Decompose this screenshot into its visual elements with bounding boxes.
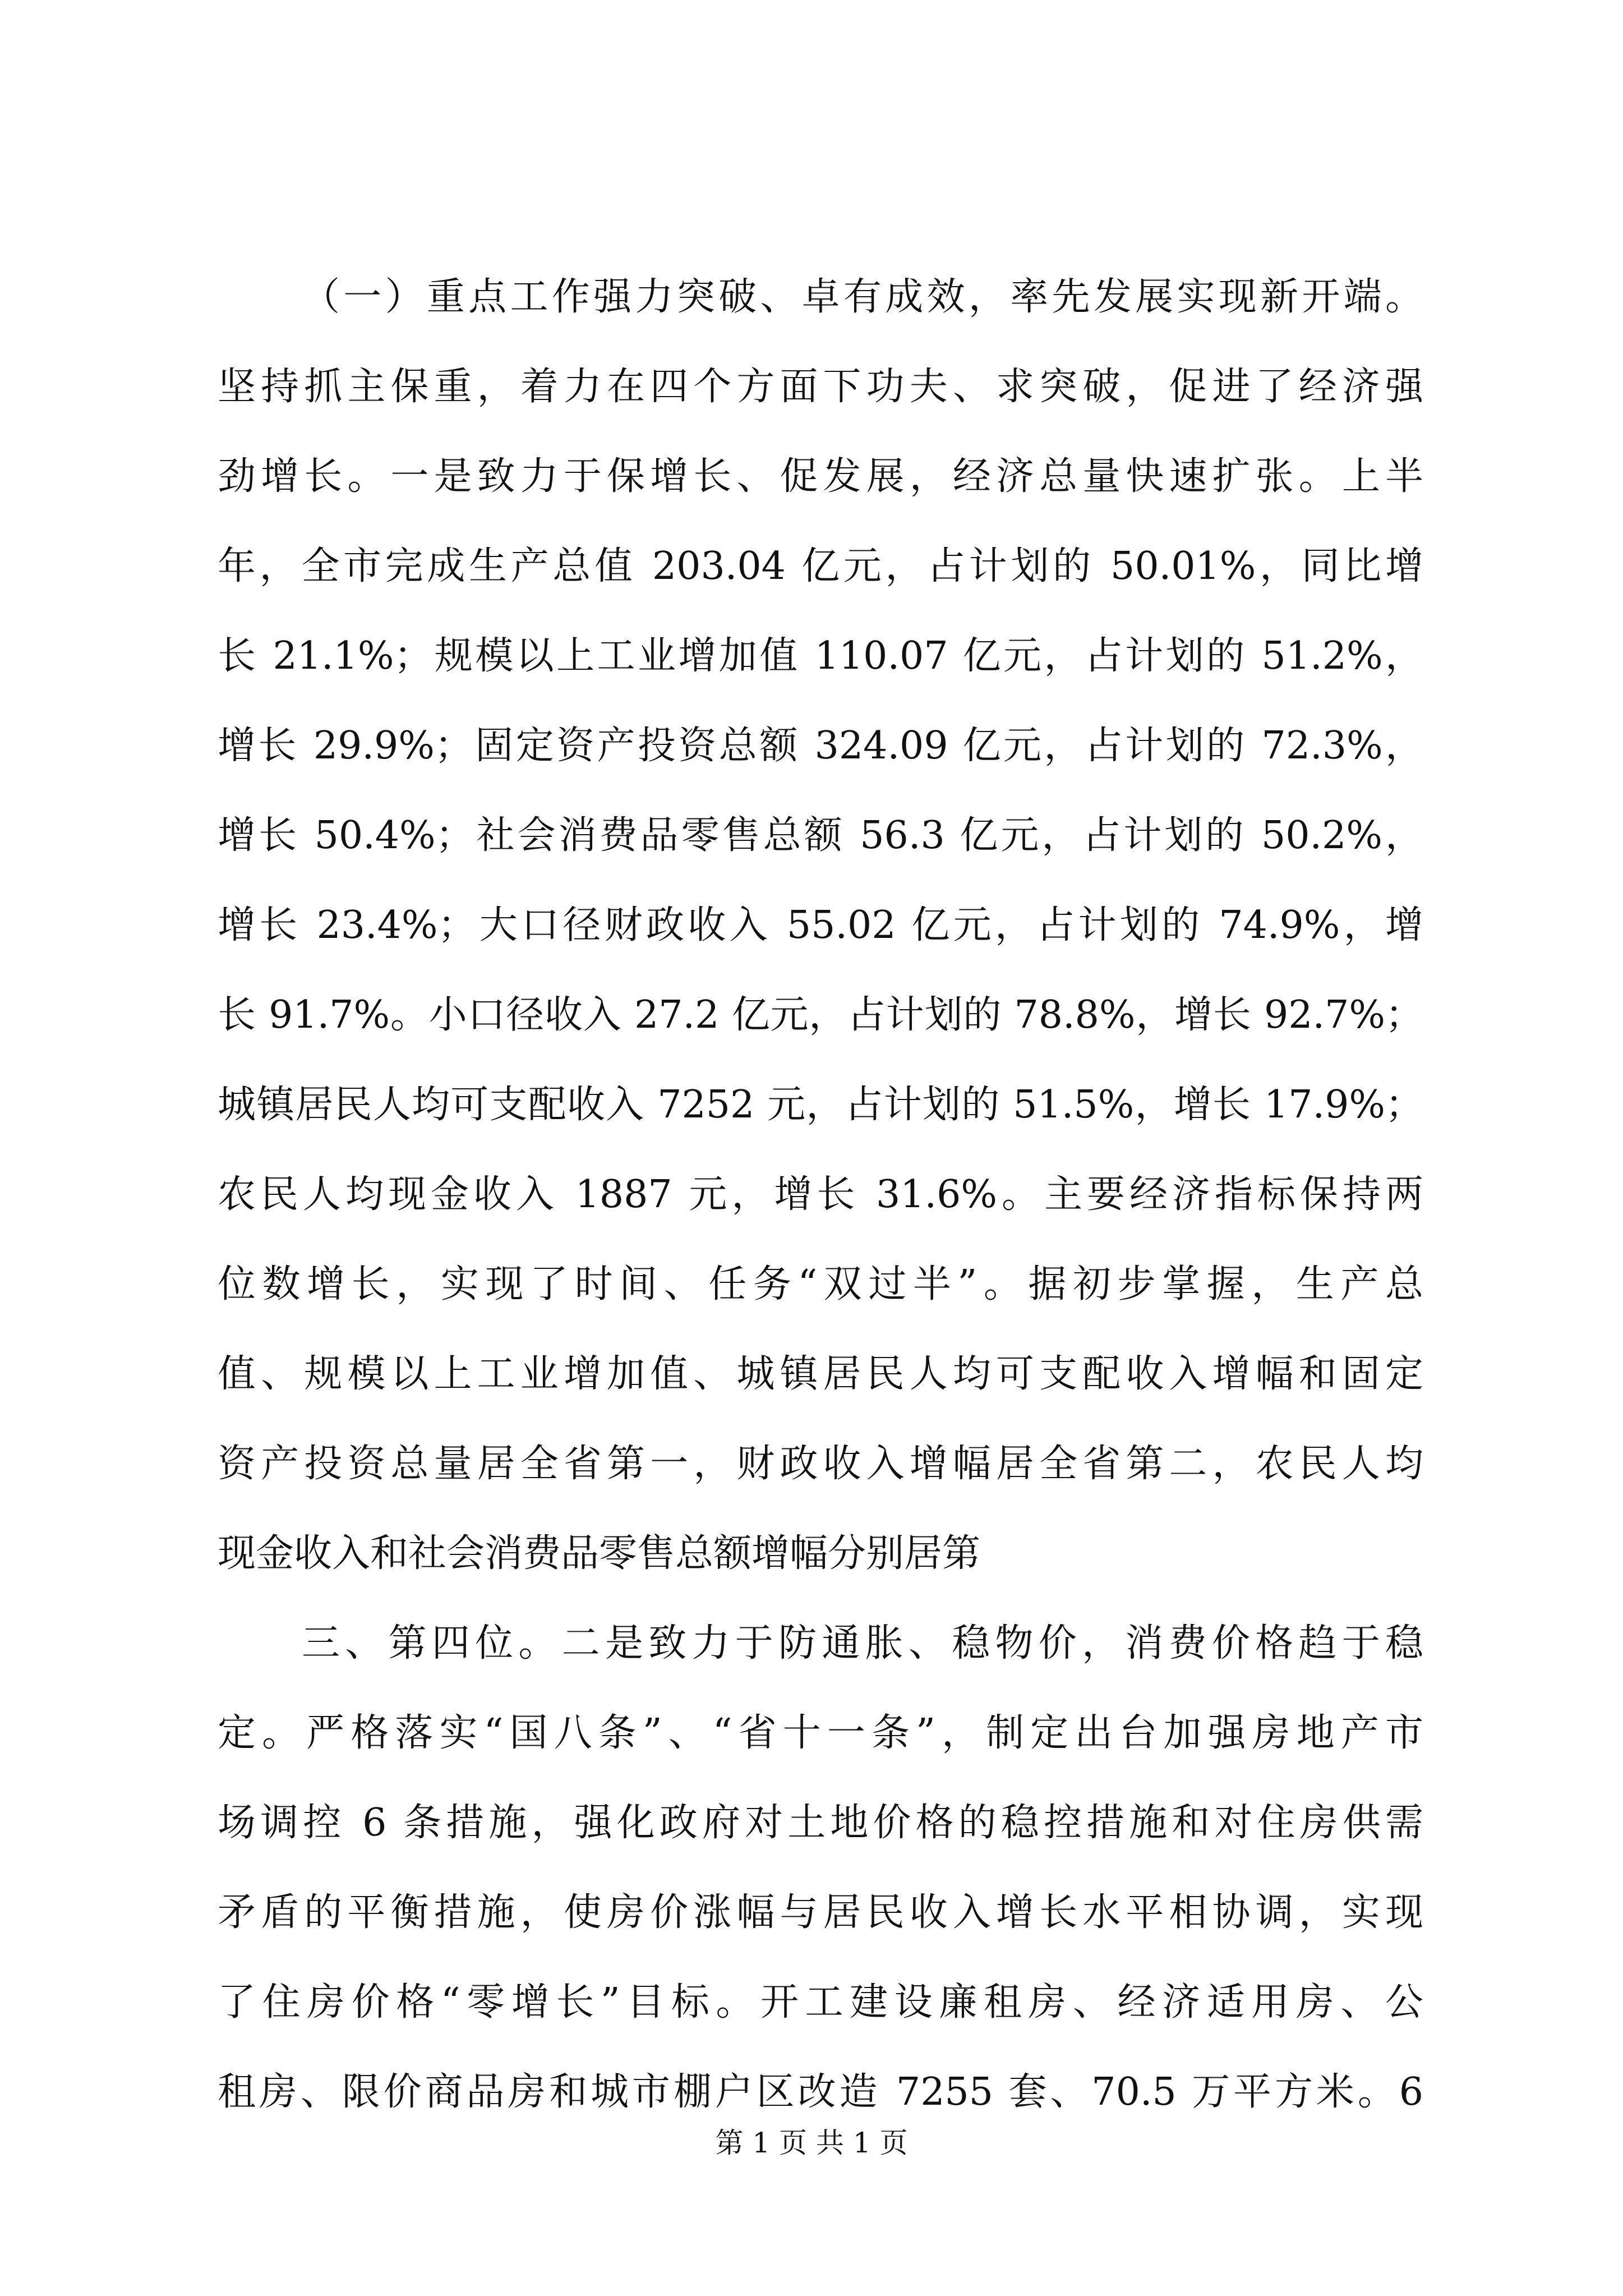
- text-line: 矛盾的平衡措施，使房价涨幅与居民收入增长水平相协调，实现: [218, 1890, 1423, 1935]
- text-line: 租房、限价商品房和城市棚户区改造 7255 套、70.5 万平方米。6: [218, 2070, 1423, 2114]
- text-line: 资产投资总量居全省第一，财政收入增幅居全省第二，农民人均: [218, 1442, 1423, 1486]
- text-line: 增长 50.4%；社会消费品零售总额 56.3 亿元，占计划的 50.2%，: [218, 813, 1423, 858]
- page-footer: 第 1 页 共 1 页: [715, 2127, 908, 2159]
- text-line: 现金收入和社会消费品零售总额增幅分别居第: [218, 1531, 981, 1576]
- text-line: 了住房价格“零增长”目标。开工建设廉租房、经济适用房、公: [218, 1980, 1423, 2024]
- text-line: 年，全市完成生产总值 203.04 亿元，占计划的 50.01%，同比增: [218, 544, 1423, 588]
- text-line: 长 21.1%；规模以上工业增加值 110.07 亿元，占计划的 51.2%，: [218, 634, 1423, 678]
- text-line: 城镇居民人均可支配收入 7252 元，占计划的 51.5%，增长 17.9%；: [218, 1083, 1423, 1127]
- text-line: 三、第四位。二是致力于防通胀、稳物价，消费价格趋于稳: [302, 1621, 1423, 1665]
- text-line: 坚持抓主保重，着力在四个方面下功夫、求突破，促进了经济强: [218, 365, 1423, 409]
- text-line: 增长 29.9%；固定资产投资总额 324.09 亿元，占计划的 72.3%，: [218, 724, 1423, 768]
- text-line: 场调控 6 条措施，强化政府对土地价格的稳控措施和对住房供需: [218, 1801, 1423, 1845]
- text-line: 位数增长，实现了时间、任务“双过半”。据初步掌握，生产总: [218, 1262, 1423, 1306]
- text-line: 长 91.7%。小口径收入 27.2 亿元，占计划的 78.8%，增长 92.7%；: [218, 993, 1423, 1037]
- text-line: 劲增长。一是致力于保增长、促发展，经济总量快速扩张。上半: [218, 454, 1423, 499]
- text-line: （一）重点工作强力突破、卓有成效，率先发展实现新开端。: [302, 275, 1423, 319]
- text-line: 值、规模以上工业增加值、城镇居民人均可支配收入增幅和固定: [218, 1352, 1423, 1396]
- text-line: 农民人均现金收入 1887 元，增长 31.6%。主要经济指标保持两: [218, 1172, 1423, 1217]
- text-line: 增长 23.4%；大口径财政收入 55.02 亿元，占计划的 74.9%，增: [218, 903, 1423, 947]
- text-line: 定。严格落实“国八条”、“省十一条”，制定出台加强房地产市: [218, 1711, 1423, 1755]
